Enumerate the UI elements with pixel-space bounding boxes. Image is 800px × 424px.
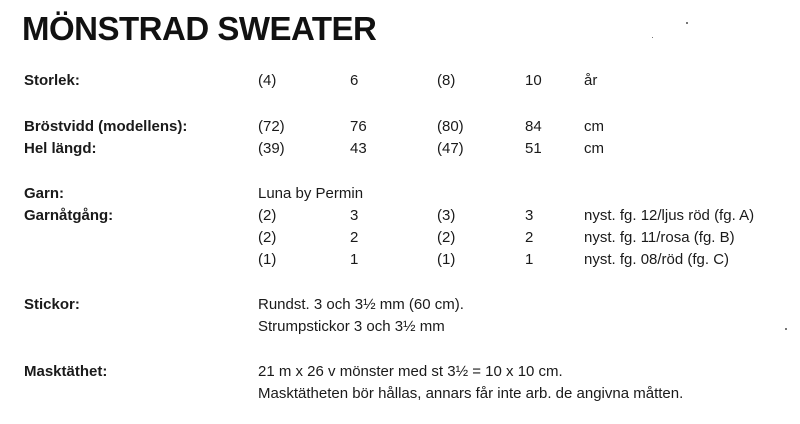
needles-row <box>0 294 800 316</box>
gauge-row <box>0 383 800 405</box>
yarn-amount-a-2: 3 <box>350 207 359 224</box>
yarn-amount-row <box>0 205 800 227</box>
yarn-amount-a-4: 3 <box>525 207 534 224</box>
scan-speck <box>652 37 653 38</box>
yarn-amount-b-desc: nyst. fg. 11/rosa (fg. B) <box>584 229 735 246</box>
yarn-amount-b-3: (2) <box>437 229 456 246</box>
total-length-value-3: (47) <box>437 140 464 157</box>
yarn-amount-a-3: (3) <box>437 207 456 224</box>
needles-line-2: Strumpstickor 3 och 3½ mm <box>258 318 445 335</box>
yarn-label: Garn: <box>24 185 65 202</box>
yarn-amount-c-3: (1) <box>437 251 456 268</box>
yarn-amount-a-desc: nyst. fg. 12/ljus röd (fg. A) <box>584 207 755 224</box>
total-length-label: Hel längd: <box>24 140 97 157</box>
chest-width-value-1: (72) <box>258 118 285 135</box>
total-length-value-2: 43 <box>350 140 367 157</box>
chest-width-value-2: 76 <box>350 118 367 135</box>
gauge-line-2: Masktätheten bör hållas, annars får inte arb. de angivna måtten. <box>258 385 684 402</box>
yarn-amount-b-4: 2 <box>525 229 534 246</box>
size-value-4: 10 <box>525 72 542 89</box>
total-length-value-4: 51 <box>525 140 542 157</box>
total-length-row <box>0 138 800 160</box>
page-title: MÖNSTRAD SWEATER <box>22 10 377 47</box>
yarn-amount-c-4: 1 <box>525 251 534 268</box>
chest-width-value-3: (80) <box>437 118 464 135</box>
yarn-amount-a-1: (2) <box>258 207 277 224</box>
size-unit: år <box>584 72 598 89</box>
yarn-value: Luna by Permin <box>258 185 364 202</box>
scan-speck <box>785 328 787 330</box>
needles-line-1: Rundst. 3 och 3½ mm (60 cm). <box>258 296 464 313</box>
chest-width-row <box>0 116 800 138</box>
size-row <box>0 70 800 92</box>
yarn-row <box>0 183 800 205</box>
needles-row <box>0 316 800 338</box>
yarn-amount-c-1: (1) <box>258 251 277 268</box>
yarn-amount-b-2: 2 <box>350 229 359 246</box>
yarn-amount-b-1: (2) <box>258 229 277 246</box>
yarn-amount-label: Garnåtgång: <box>24 207 114 224</box>
chest-width-unit: cm <box>584 118 604 135</box>
size-label: Storlek: <box>24 72 80 89</box>
size-value-2: 6 <box>350 72 359 89</box>
total-length-unit: cm <box>584 140 604 157</box>
gauge-label: Masktäthet: <box>24 363 108 380</box>
yarn-amount-c-2: 1 <box>350 251 359 268</box>
needles-label: Stickor: <box>24 296 80 313</box>
yarn-amount-row <box>0 249 800 271</box>
scan-speck <box>686 22 688 24</box>
yarn-amount-c-desc: nyst. fg. 08/röd (fg. C) <box>584 251 730 268</box>
size-value-3: (8) <box>437 72 456 89</box>
gauge-row <box>0 361 800 383</box>
chest-width-value-4: 84 <box>525 118 542 135</box>
yarn-amount-row <box>0 227 800 249</box>
size-value-1: (4) <box>258 72 277 89</box>
chest-width-label: Bröstvidd (modellens): <box>24 118 188 135</box>
total-length-value-1: (39) <box>258 140 285 157</box>
gauge-line-1: 21 m x 26 v mönster med st 3½ = 10 x 10 cm. <box>258 363 563 380</box>
